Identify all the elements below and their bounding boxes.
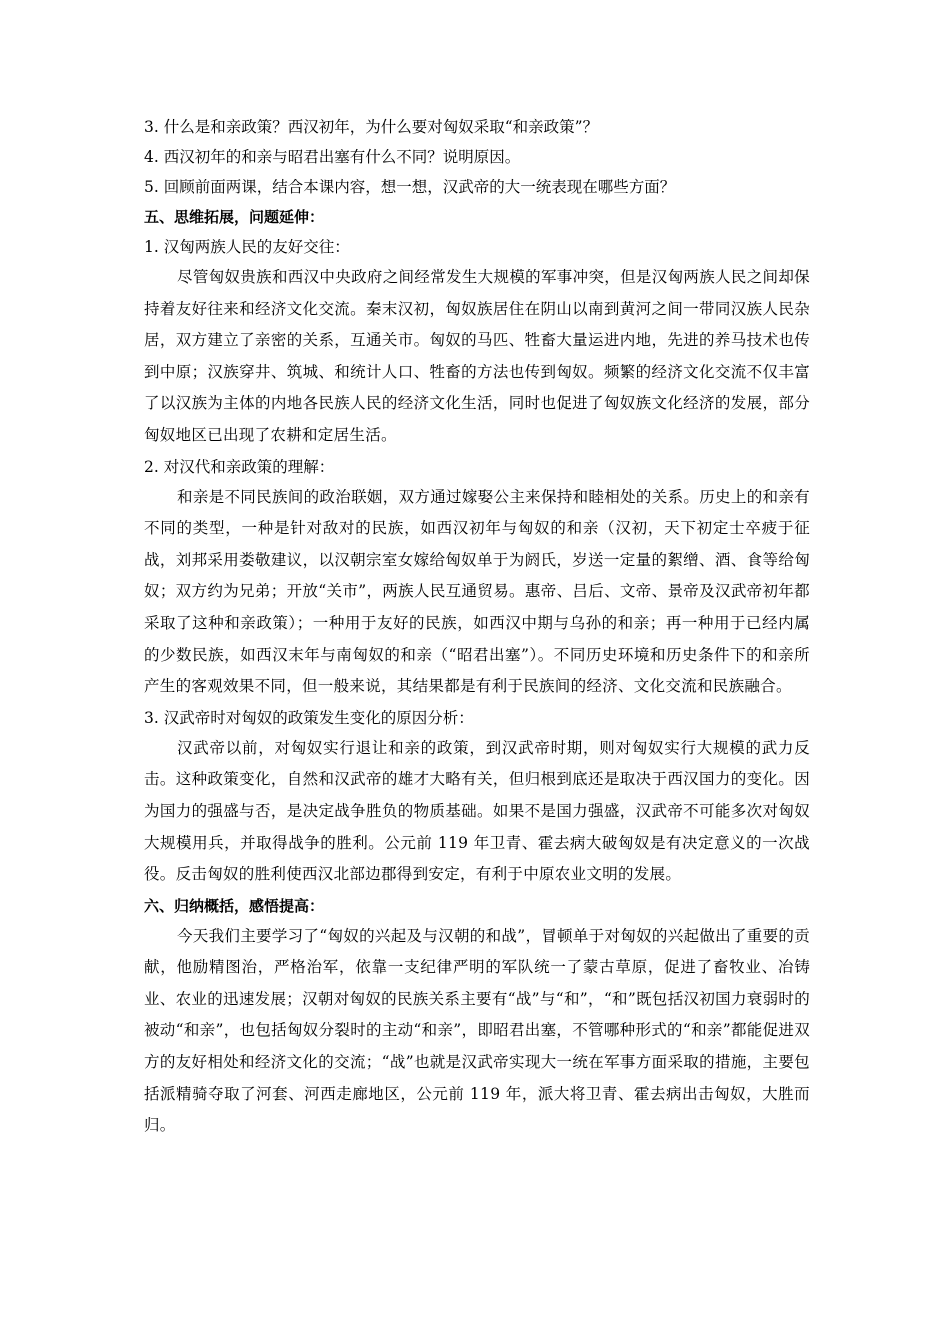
section-6-body: 今天我们主要学习了“匈奴的兴起及与汉朝的和战”，冒顿单于对匈奴的兴起做出了重要的贡献，他励精图治，严格治军，依靠一支纪律严明的军队统一了蒙古草原，促进了畜牧业、冶铸业、农业的迅速发展；汉朝对匈奴的民族关系主要有“战”与“和”，“和”既包括汉初国力衰弱时的被动“和亲”，也包括匈奴分裂时的主动“和亲”，即昭君出塞，不管哪种形式的“和亲”都能促进双方的友好相处和经济文化的交流；“战”也就是汉武帝实现大一统在军事方面采取的措施，主要包括派精骑夺取了河套、河西走廊地区，公元前 119 年，派大将卫青、霍去病出击匈奴，大胜而归。 (144, 926, 810, 1135)
question-5: 5. 回顾前面两课，结合本课内容，想一想，汉武帝的大一统表现在哪些方面？ (144, 178, 676, 196)
question-4: 4. 西汉初年的和亲与昭君出塞有什么不同？说明原因。 (144, 148, 521, 166)
section-5-item-3-title: 3. 汉武帝时对匈奴的政策发生变化的原因分析： (144, 708, 474, 727)
document-content (144, 112, 810, 1142)
section-5-item-1-body: 尽管匈奴贵族和西汉中央政府之间经常发生大规模的军事冲突，但是汉匈两族人民之间却保持着友好往来和经济文化交流。秦末汉初，匈奴族居住在阴山以南到黄河之间一带同汉族人民杂居，双方建立了亲密的关系，互通关市。匈奴的马匹、牲畜大量运进内地，先进的养马技术也传到中原；汉族穿井、筑城、和统计人口、牲畜的方法也传到匈奴。频繁的经济文化交流不仅丰富了以汉族为主体的内地各民族人民的经济文化生活，同时也促进了匈奴族文化经济的发展，部分匈奴地区已出现了农耕和定居生活。 (144, 268, 810, 444)
section-5-item-2-body: 和亲是不同民族间的政治联姻，双方通过嫁娶公主来保持和睦相处的关系。历史上的和亲有不同的类型，一种是针对敌对的民族，如西汉初年与匈奴的和亲（汉初，天下初定士卒疲于征战，刘邦采用娄敬建议，以汉朝宗室女嫁给匈奴单于为阏氏，岁送一定量的絮缯、酒、食等给匈奴；双方约为兄弟；开放“关市”，两族人民互通贸易。惠帝、吕后、文帝、景帝及汉武帝初年都采取了这种和亲政策）；一种用于友好的民族，如西汉中期与乌孙的和亲；再一种用于已经内属的少数民族，如西汉末年与南匈奴的和亲（“昭君出塞”）。不同历史环境和历史条件下的和亲所产生的客观效果不同，但一般来说，其结果都是有利于民族间的经济、文化交流和民族融合。 (144, 487, 810, 696)
section-6-heading: 六、归纳概括，感悟提高： (144, 896, 325, 915)
section-5-item-1-title: 1. 汉匈两族人民的友好交往： (144, 238, 350, 256)
section-5-item-3-body: 汉武帝以前，对匈奴实行退让和亲的政策，到汉武帝时期，则对匈奴实行大规模的武力反击。这种政策变化，自然和汉武帝的雄才大略有关，但归根到底还是取决于西汉国力的变化。因为国力的强盛与否，是决定战争胜负的物质基础。如果不是国力强盛，汉武帝不可能多次对匈奴大规模用兵，并取得战争的胜利。公元前 119 年卫青、霍去病大破匈奴是有决定意义的一次战役。反击匈奴的胜利使西汉北部边郡得到安定，有利于中原农业文明的发展。 (144, 738, 810, 884)
section-5-heading: 五、思维拓展，问题延伸： (144, 208, 325, 226)
question-3: 3. 什么是和亲政策？西汉初年，为什么要对匈奴采取“和亲政策”？ (144, 118, 599, 136)
section-5-item-2-title: 2. 对汉代和亲政策的理解： (144, 457, 335, 476)
